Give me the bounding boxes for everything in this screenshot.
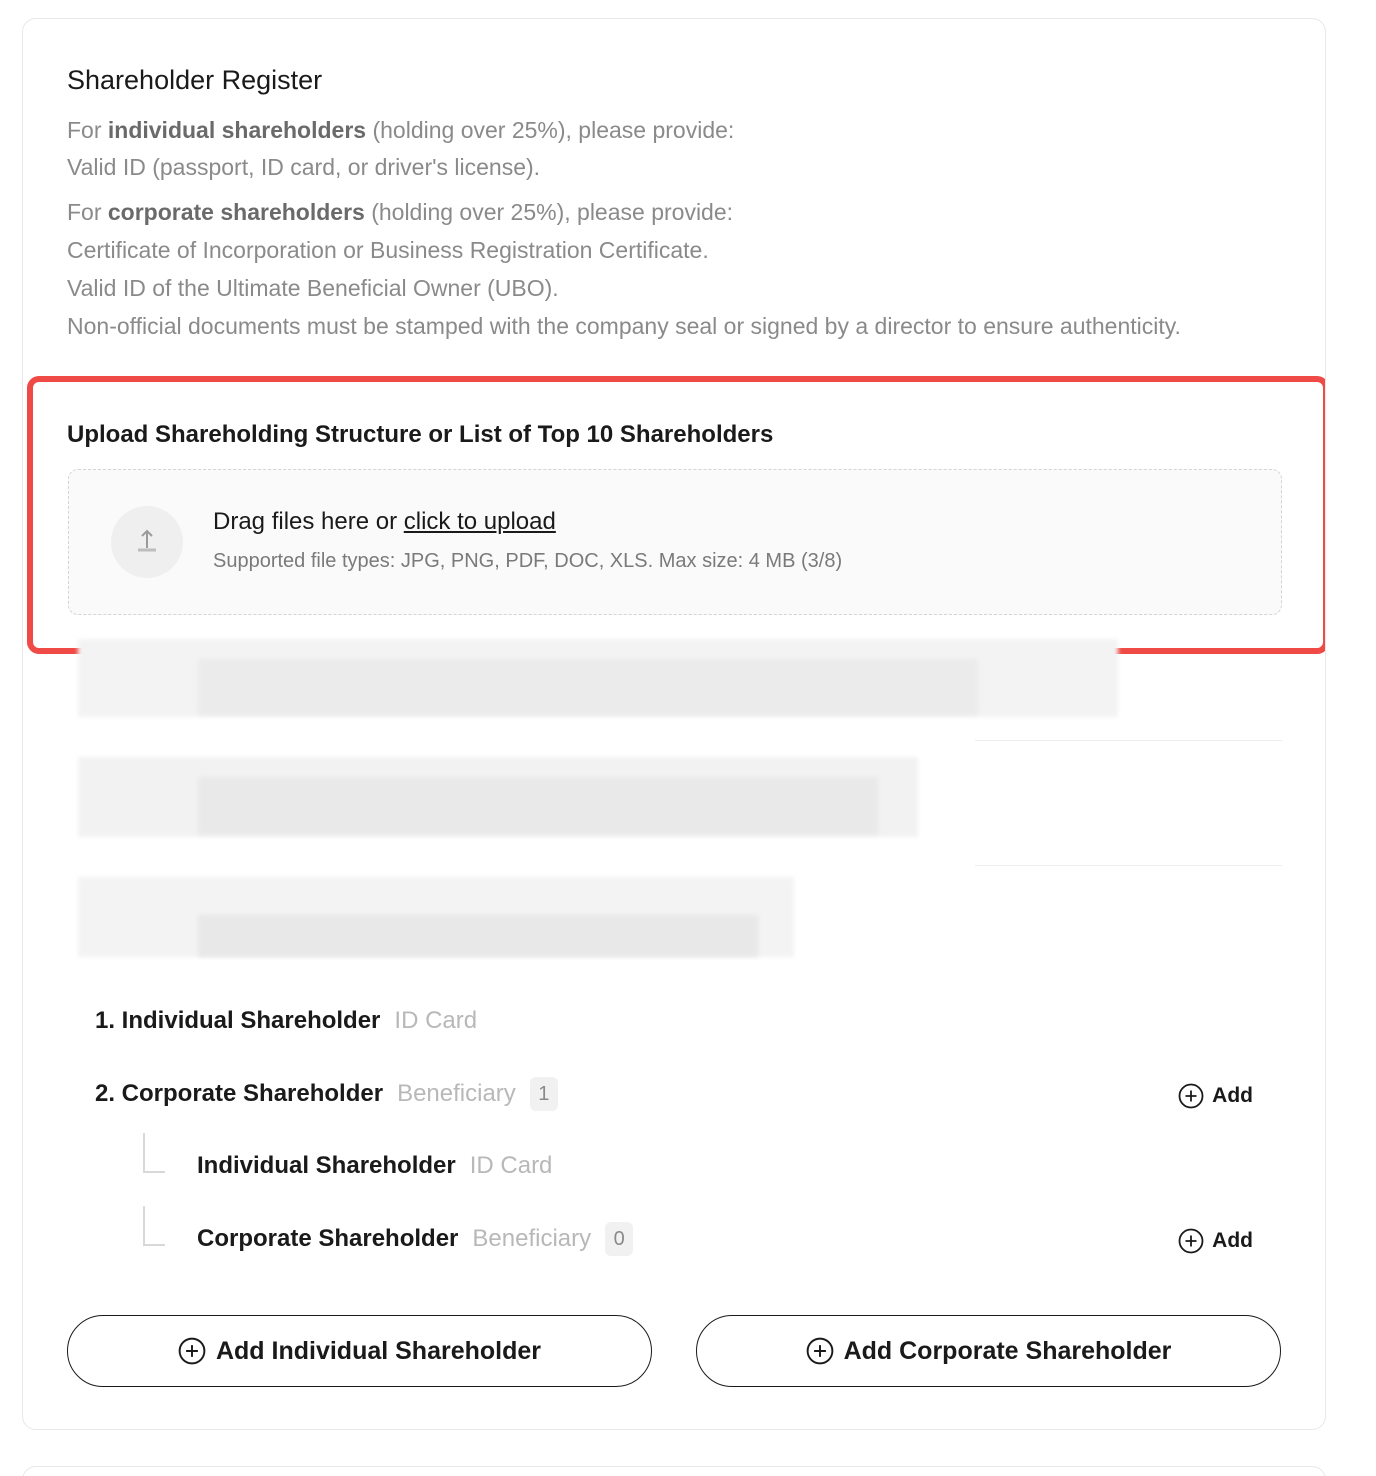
- divider: [975, 740, 1282, 741]
- supported-file-types: Supported file types: JPG, PNG, PDF, DOC, XLS. Max size: 4 MB (3/8): [213, 550, 843, 572]
- redacted-block: [198, 915, 758, 957]
- upload-dropzone[interactable]: [68, 469, 1282, 615]
- tree-subitem-corporate: Corporate Shareholder Beneficiary 0: [197, 1222, 633, 1256]
- tree-connector: [143, 1133, 165, 1173]
- individual-requirement-line: Valid ID (passport, ID card, or driver's license).: [67, 154, 541, 180]
- plus-circle-icon: [1178, 1083, 1204, 1109]
- drag-text: Drag files here or click to upload: [213, 508, 556, 535]
- corporate-requirement: For corporate shareholders (holding over 25%), please provide:: [67, 199, 734, 225]
- section-title: Shareholder Register: [67, 65, 323, 95]
- tree-item-corporate: 2. Corporate Shareholder Beneficiary 1: [95, 1077, 558, 1111]
- shareholder-register-card: [22, 18, 1326, 1430]
- beneficiary-count-badge: 0: [605, 1222, 633, 1256]
- beneficiary-count-badge: 1: [530, 1077, 558, 1111]
- plus-circle-icon: [1178, 1228, 1204, 1254]
- add-beneficiary-button[interactable]: Add: [1178, 1083, 1253, 1109]
- redacted-content: [78, 637, 1288, 967]
- add-individual-shareholder-button[interactable]: Add Individual Shareholder: [67, 1315, 652, 1387]
- upload-title: Upload Shareholding Structure or List of Top 10 Shareholders: [67, 421, 774, 448]
- add-sub-beneficiary-button[interactable]: Add: [1178, 1228, 1253, 1254]
- click-to-upload-link[interactable]: click to upload: [403, 508, 556, 535]
- corporate-requirement-line-1: Certificate of Incorporation or Business Registration Certificate.: [67, 237, 709, 263]
- corporate-requirement-line-2: Valid ID of the Ultimate Beneficial Owner (UBO).: [67, 275, 559, 301]
- plus-circle-icon: [806, 1337, 834, 1365]
- individual-requirement: For individual shareholders (holding over 25%), please provide:: [67, 117, 735, 143]
- upload-icon: [111, 506, 183, 578]
- corporate-requirement-line-3: Non-official documents must be stamped with the company seal or signed by a director to ensure authenticity.: [67, 313, 1181, 339]
- tree-item-individual: 1. Individual Shareholder ID Card: [95, 1007, 478, 1034]
- redacted-block: [198, 777, 878, 835]
- add-corporate-shareholder-button[interactable]: Add Corporate Shareholder: [696, 1315, 1281, 1387]
- divider: [975, 865, 1282, 866]
- redacted-block: [198, 659, 978, 715]
- plus-circle-icon: [178, 1337, 206, 1365]
- tree-connector: [143, 1206, 165, 1246]
- next-section-card: [22, 1466, 1326, 1476]
- tree-subitem-individual: Individual Shareholder ID Card: [197, 1152, 553, 1179]
